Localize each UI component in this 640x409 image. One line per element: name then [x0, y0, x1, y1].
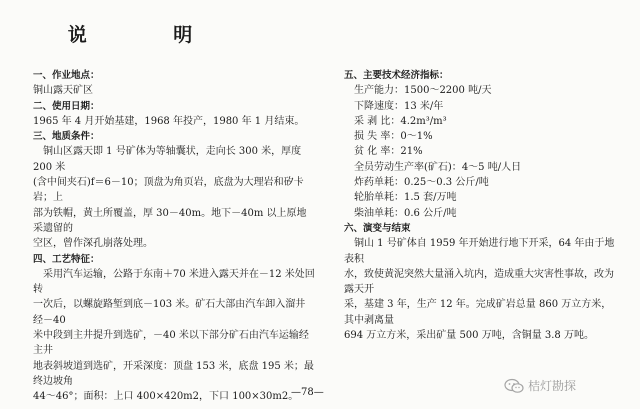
indicator-row — [344, 160, 616, 175]
section-heading-indicators: 五、主要技术经济指标： — [344, 70, 449, 81]
indicator-label: 轮胎单耗： — [354, 192, 404, 204]
indicator-value: 4～5 吨/人日 — [461, 161, 522, 173]
indicator-value: 0～1% — [400, 131, 433, 143]
section-heading-evolution: 六、演变与结束 — [344, 222, 411, 234]
process-line: 米中段到主井提升到选矿，－40 米以下部分矿石由汽车运输经主井 — [33, 330, 309, 357]
indicator-label: 柴油单耗： — [354, 207, 404, 219]
indicator-value: 1.5 套/万吨 — [404, 192, 457, 204]
indicator-row — [344, 83, 616, 98]
dates-text: 1965 年 4 月开始基建，1968 年投产，1980 年 1 月结束。 — [33, 115, 305, 127]
geology-line: (含中间夹石)f＝6－10；顶盘为角页岩，底盘为大理岩和矽卡岩；上 — [33, 177, 304, 204]
indicator-label: 下降速度： — [354, 100, 404, 112]
indicator-value: 21% — [400, 146, 423, 158]
indicator-value: 4.2m³/m³ — [400, 115, 447, 127]
indicator-value: 0.25～0.3 公斤/吨 — [404, 177, 489, 189]
indicator-row — [344, 114, 616, 129]
page-title: 说 明 — [67, 24, 233, 46]
geology-line: 铜山区露天即 1 号矿体为等轴囊状，走向长 300 米，厚度 200 米 — [33, 146, 302, 173]
left-column — [33, 68, 315, 405]
section-heading-process: 四、工艺特征： — [33, 253, 100, 265]
process-line: 采用汽车运输，公路于东南＋70 米进入露天并在－12 米处回转 — [33, 268, 315, 296]
location-text: 铜山露天矿区 — [33, 85, 93, 97]
indicator-label: 炸药单耗： — [354, 177, 404, 189]
indicator-row — [344, 99, 616, 114]
section-heading-geology: 三、地质条件： — [33, 131, 100, 143]
process-line: 44～46°；面积：上口 400×420m2，下口 100×30m2。 — [33, 391, 299, 403]
indicator-label: 贫 化 率： — [354, 146, 401, 158]
indicator-label: 全员劳动生产率(矿石)： — [354, 161, 462, 173]
indicator-row — [344, 129, 616, 144]
evolution-line: 采，基建 3 年，生产 12 年。完成矿岩总量 860 万立方米，其中剥离量 — [344, 299, 612, 326]
section-heading-dates: 二、使用日期： — [33, 100, 100, 112]
right-column — [344, 68, 616, 343]
geology-line: 空区，曾作深孔崩落处理。 — [33, 238, 153, 250]
indicator-value: 13 米/年 — [404, 100, 444, 112]
section-heading-location: 一、作业地点： — [33, 70, 100, 81]
indicator-value: 0.6 公斤/吨 — [404, 207, 457, 219]
evolution-line: 铜山 1 号矿体自 1959 年开始进行地下开采，64 年由于地表积 — [344, 238, 615, 265]
watermark — [504, 377, 576, 394]
indicator-row — [344, 175, 616, 190]
indicator-value: 1500～2200 吨/天 — [404, 85, 492, 97]
indicator-label: 生产能力： — [354, 85, 404, 97]
geology-line: 部为铁帽，黄土所覆盖，厚 30－40m。地下－40m 以上原地采遗留的 — [33, 207, 307, 234]
wechat-icon — [504, 378, 524, 394]
evolution-line: 694 万立方米，采出矿量 500 万吨，含铜量 3.8 万吨。 — [344, 330, 594, 342]
page-number: —78— — [291, 387, 324, 398]
indicator-label: 损 失 率： — [354, 131, 401, 143]
indicator-row — [344, 190, 616, 205]
watermark-text: 桔灯勘探 — [528, 379, 577, 393]
indicator-row — [344, 206, 616, 221]
process-line: 地表斜坡道到选矿，开采深度：顶盘 153 米，底盘 195 米；最终边坡角 — [33, 360, 314, 387]
process-line: 一次后，以螺旋路堑到底－103 米。矿石大部由汽车卸入溜井经－40 — [33, 299, 306, 326]
evolution-line: 水，致使黄泥突然大量涌入坑内，造成重大灾害性事故，改为露天开 — [344, 268, 614, 296]
indicator-label: 采 剥 比： — [354, 115, 401, 127]
indicator-row — [344, 144, 616, 159]
